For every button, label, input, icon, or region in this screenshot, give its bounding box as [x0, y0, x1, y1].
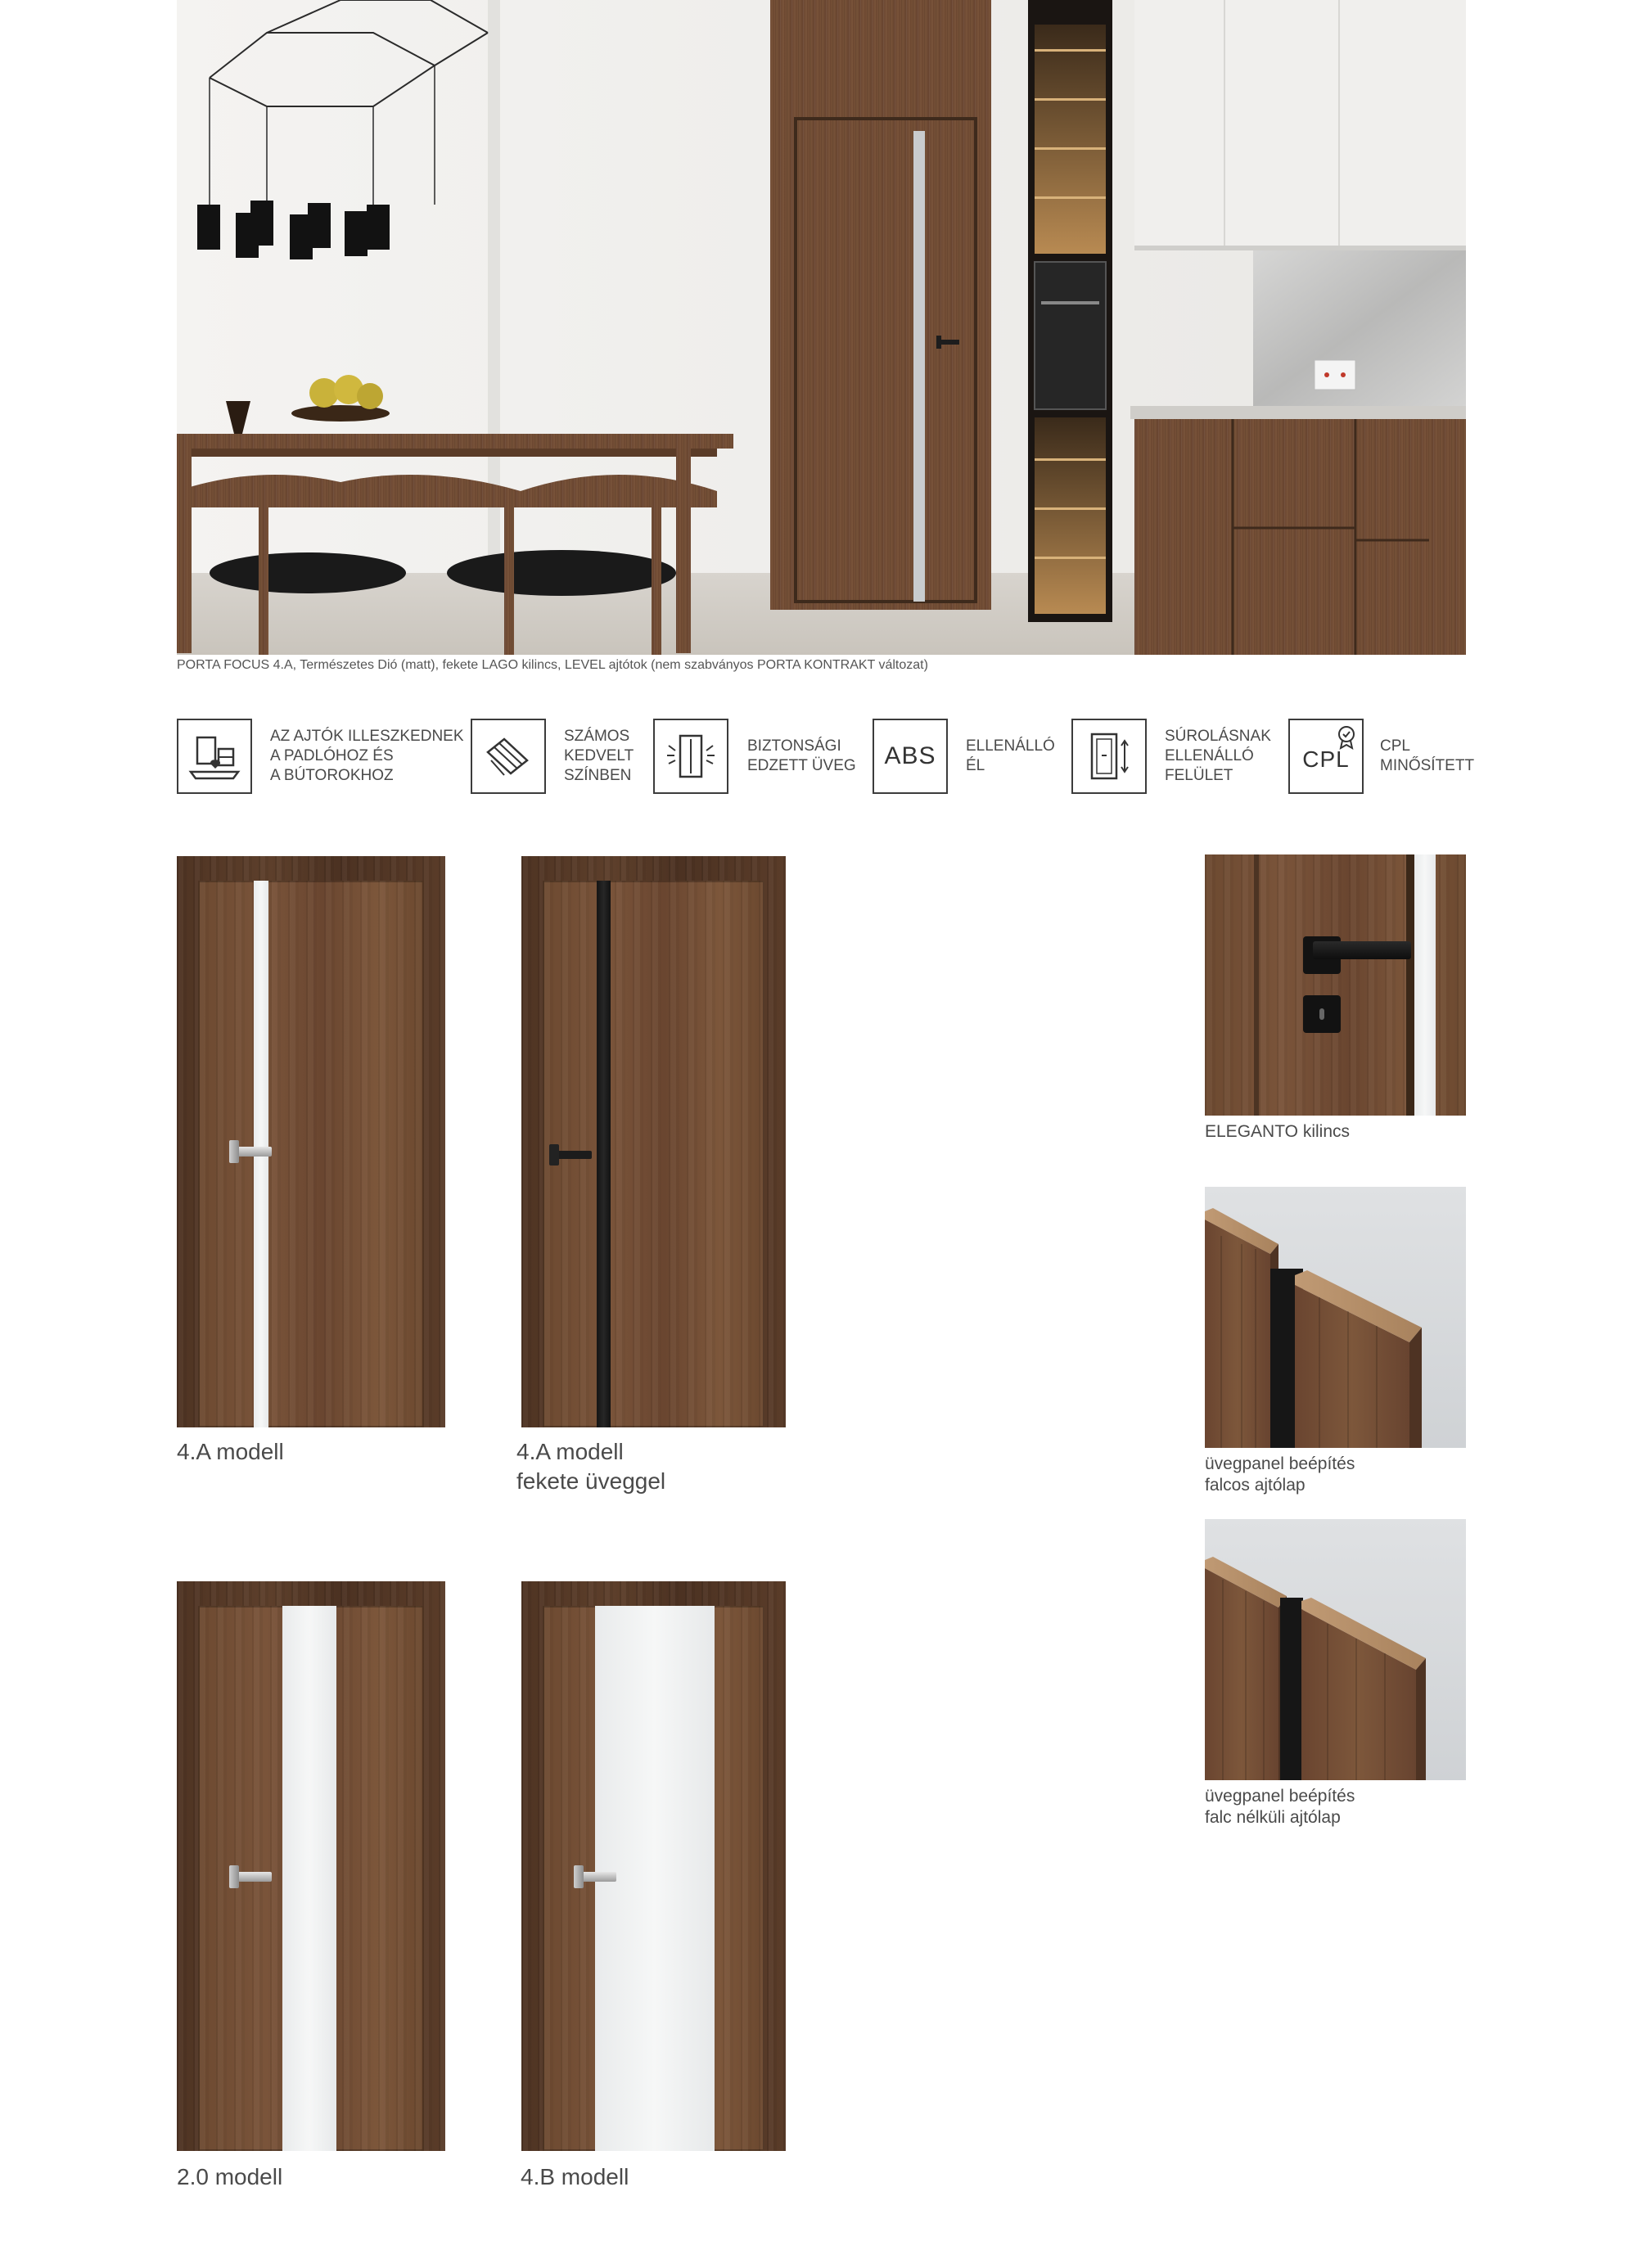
hero-caption: PORTA FOCUS 4.A, Természetes Dió (matt), fekete LAGO kilincs, LEVEL ajtótok (nem szabványos PORTA KONTRAKT változat) [177, 658, 928, 672]
glass-strip [282, 1606, 336, 2151]
abs-edge-icon [873, 719, 948, 794]
cpl-icon-label: CPL [1302, 746, 1350, 772]
feature-1-text: AZ AJTÓK ILLESZKEDNEK A PADLÓHOZ ÉS A BÚTOROKHOZ [270, 728, 464, 784]
glass-panel-non-rebated-photo [1205, 1519, 1466, 1780]
black-door-handle-icon [554, 1151, 592, 1159]
eleganto-handle-icon [1313, 941, 1411, 959]
door-leaf [198, 881, 424, 1427]
door-handle-icon [579, 1872, 616, 1882]
feature-6-text: CPL MINŐSÍTETT [1380, 737, 1475, 774]
model-label-4b: 4.B modell [521, 2164, 629, 2189]
glass-panel-rebated-photo [1205, 1187, 1466, 1448]
model-label-4a-black: 4.A modell fekete üveggel [516, 1439, 666, 1494]
door-model-4b [521, 1581, 786, 2151]
certificate-badge-icon [1336, 725, 1357, 750]
door-leaf [543, 881, 764, 1427]
keyhole-rosette-icon [1303, 995, 1341, 1033]
feature-4-text: ELLENÁLLÓ ÉL [966, 737, 1055, 774]
feature-3-text: BIZTONSÁGI EDZETT ÜVEG [747, 737, 856, 774]
color-swatches-icon [471, 719, 546, 794]
door-frame-edge [1406, 854, 1414, 1116]
door-model-2-0 [177, 1581, 445, 2151]
model-label-4a: 4.A modell [177, 1439, 284, 1464]
detail-caption-rebated: üvegpanel beépítés falcos ajtólap [1205, 1454, 1355, 1495]
door-handle-icon [234, 1872, 272, 1882]
glass-strip [1414, 854, 1436, 1116]
door-handle-icon [234, 1147, 272, 1157]
interior-scene-illustration [177, 0, 1466, 655]
door-model-4a [177, 856, 445, 1427]
door-leaf [543, 1606, 764, 2151]
detail-caption-non-rebated: üvegpanel beépítés falc nélküli ajtólap [1205, 1787, 1355, 1827]
feature-5-text: SÚROLÁSNAK ELLENÁLLÓ FELÜLET [1165, 728, 1271, 784]
black-glass-strip [597, 881, 611, 1427]
abs-icon-label: ABS [884, 742, 936, 769]
safety-glass-icon [653, 719, 728, 794]
hero-interior-photo [177, 0, 1466, 655]
door-model-4a-black-glass [521, 856, 786, 1427]
feature-2-text: SZÁMOS KEDVELT SZÍNBEN [564, 728, 634, 784]
furniture-floor-icon [177, 719, 252, 794]
rebated-door-section-illustration [1205, 1187, 1466, 1448]
detail-caption-eleganto: ELEGANTO kilincs [1205, 1122, 1350, 1141]
cpl-certified-icon [1288, 719, 1364, 794]
eleganto-handle-photo [1205, 854, 1466, 1116]
feature-row [177, 719, 1475, 794]
scratch-resistant-icon [1071, 719, 1147, 794]
door-frame-edge [1254, 854, 1259, 1116]
door-leaf [198, 1606, 424, 2151]
non-rebated-door-section-illustration [1205, 1519, 1466, 1780]
model-label-2-0: 2.0 modell [177, 2164, 283, 2189]
keyhole-icon [1319, 1008, 1324, 1020]
